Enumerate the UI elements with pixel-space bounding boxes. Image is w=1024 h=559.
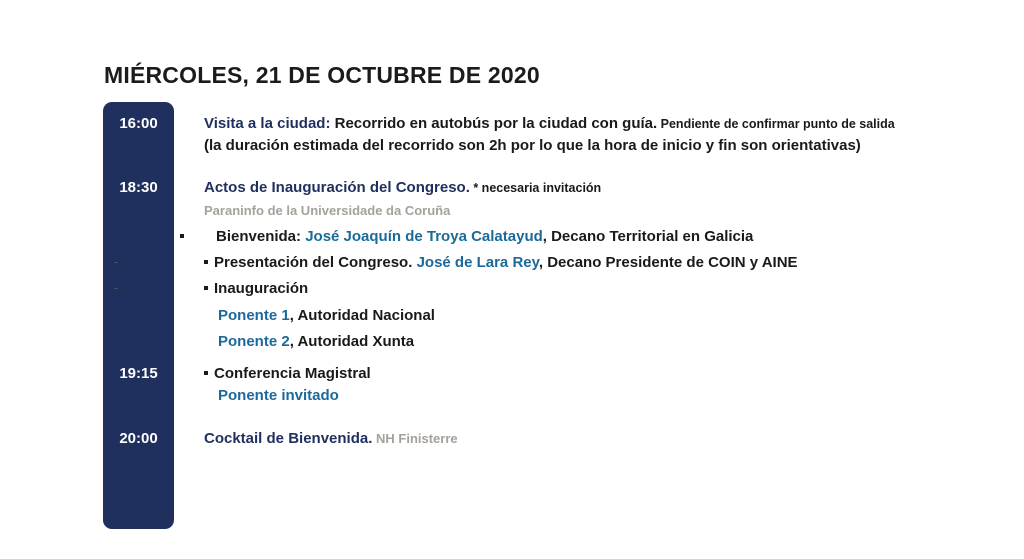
- item-label: Bienvenida:: [216, 228, 306, 245]
- bullet-icon: [204, 371, 208, 375]
- agenda-item-actos: [204, 179, 601, 196]
- dash-marker: -: [114, 254, 119, 269]
- speaker-name: José de Lara Rey: [416, 254, 539, 271]
- item-label: Cocktail de Bienvenida.: [204, 430, 373, 447]
- time-column-bar: [103, 102, 174, 529]
- time-slot: 18:30: [119, 179, 158, 196]
- item-place: NH Finisterre: [372, 431, 458, 446]
- dash-marker: -: [114, 280, 119, 295]
- item-label: Conferencia Magistral: [214, 365, 371, 382]
- speaker-name: Ponente 2: [218, 333, 290, 350]
- bullet-icon: [204, 260, 208, 264]
- page-title: MIÉRCOLES, 21 DE OCTUBRE DE 2020: [104, 62, 540, 88]
- list-item: [204, 365, 371, 382]
- item-text: Recorrido en autobús por la ciudad con guía.: [330, 115, 658, 132]
- time-slot: 20:00: [119, 430, 158, 447]
- agenda-item-cocktail: [204, 430, 458, 447]
- speaker-line: [218, 333, 414, 350]
- agenda-item-visita: [204, 115, 895, 132]
- item-text-line2: (la duración estimada del recorrido son 2h por lo que la hora de inicio y fin son orientativas): [204, 137, 861, 154]
- item-label: Visita a la ciudad:: [204, 115, 331, 132]
- list-item: [204, 254, 798, 271]
- item-label: Presentación del Congreso.: [214, 254, 417, 271]
- speaker-name: Ponente invitado: [218, 387, 339, 404]
- item-note: * necesaria invitación: [469, 181, 602, 195]
- speaker-role: , Decano Territorial en Galicia: [542, 228, 754, 245]
- speaker-name: Ponente 1: [218, 307, 290, 324]
- speaker-line: [218, 307, 435, 324]
- speaker-name: José Joaquín de Troya Calatayud: [305, 228, 543, 245]
- speaker-role: , Autoridad Nacional: [289, 307, 435, 324]
- bullet-icon: [204, 286, 208, 290]
- item-note: Pendiente de confirmar punto de salida: [657, 117, 895, 131]
- list-item: [180, 228, 753, 245]
- time-slot: 16:00: [119, 115, 158, 132]
- item-label: Actos de Inauguración del Congreso.: [204, 179, 470, 196]
- speaker-role: , Autoridad Xunta: [289, 333, 415, 350]
- list-item: [204, 280, 308, 297]
- time-slot: 19:15: [119, 365, 158, 382]
- item-label: Inauguración: [214, 280, 309, 297]
- speaker-role: , Decano Presidente de COIN y AINE: [538, 254, 798, 271]
- item-place: Paraninfo de la Universidade da Coruña: [204, 203, 451, 218]
- bullet-icon: [180, 234, 184, 238]
